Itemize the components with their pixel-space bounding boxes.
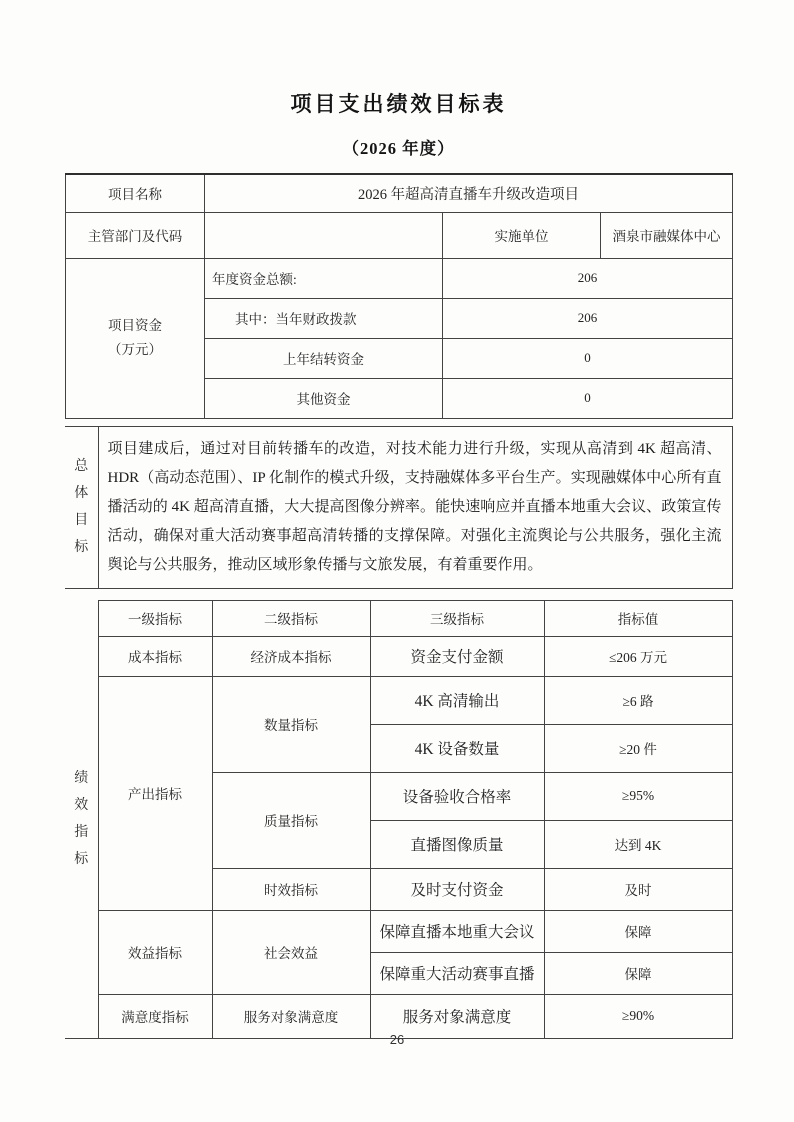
quality-level2: 质量指标 [212, 772, 370, 868]
timely-payment-level3: 及时支付资金 [370, 868, 544, 910]
meetings-guarantee-value: 保障 [544, 910, 732, 952]
indicator-row-output-1 [65, 676, 732, 724]
indicator-header-row [65, 600, 732, 636]
satisfaction-value: ≥90% [544, 994, 732, 1038]
equipment-count-value: ≥20 件 [544, 724, 732, 772]
satisfaction-level3: 服务对象满意度 [370, 994, 544, 1038]
overall-goal-side-label [65, 426, 98, 588]
indicator-side-label [65, 600, 98, 1038]
indicator-side-label-text: 绩效指标 [74, 770, 89, 867]
project-funding-label-line2: （万元） [108, 342, 162, 357]
implementing-unit-label: 实施单位 [443, 212, 601, 258]
funding-row-total [66, 258, 733, 298]
meetings-guarantee-level3: 保障直播本地重大会议 [370, 910, 544, 952]
overall-goal-table [65, 426, 733, 589]
timely-payment-value: 及时 [544, 868, 732, 910]
satisfaction-level2: 服务对象满意度 [212, 994, 370, 1038]
equipment-count-level3: 4K 设备数量 [370, 724, 544, 772]
quantity-level2: 数量指标 [212, 676, 370, 772]
overall-goal-row [65, 426, 732, 588]
department-label: 主管部门及代码 [66, 212, 205, 258]
output-level1: 产出指标 [98, 676, 212, 910]
project-info-table [65, 173, 733, 419]
indicator-row-cost [65, 636, 732, 676]
social-benefit-level2: 社会效益 [212, 910, 370, 994]
acceptance-rate-value: ≥95% [544, 772, 732, 820]
funding-carryover-label: 上年结转资金 [205, 338, 443, 378]
indicator-row-benefit-1 [65, 910, 732, 952]
header-value: 指标值 [544, 600, 732, 636]
header-level2: 二级指标 [212, 600, 370, 636]
indicator-table [65, 600, 733, 1039]
benefit-level1: 效益指标 [98, 910, 212, 994]
overall-goal-text: 项目建成后，通过对目前转播车的改造，对技术能力进行升级，实现从高清到 4K 超高清、HDR（高动态范围）、IP 化制作的模式升级，支持融媒体多平台生产。实现融媒体中心所有直播活动的 4K 超高清直播，大大提高图像分辨率。能快速响应并直播本地重大会议、政策宣传活动，确保对重大活动赛事超高清转播的支撑保障。对强化主流舆论与公共服务，强化主流舆论与公共服务，推动区域形象传播与文旅发展，有着重要作用。 [98, 426, 732, 588]
implementing-unit-value: 酒泉市融媒体中心 [601, 212, 733, 258]
image-quality-level3: 直播图像质量 [370, 820, 544, 868]
page-number: 26 [389, 1032, 405, 1047]
header-level3: 三级指标 [370, 600, 544, 636]
output-4k-channels-value: ≥6 路 [544, 676, 732, 724]
cost-level3: 资金支付金额 [370, 636, 544, 676]
page-subtitle: （2026 年度） [342, 139, 455, 158]
funding-total-value: 206 [443, 258, 733, 298]
events-guarantee-value: 保障 [544, 952, 732, 994]
timeliness-level2: 时效指标 [212, 868, 370, 910]
cost-level1: 成本指标 [98, 636, 212, 676]
document-content [65, 0, 732, 1039]
output-4k-channels-level3: 4K 高清输出 [370, 676, 544, 724]
overall-goal-side-label-text: 总体目标 [74, 459, 89, 555]
project-funding-label [66, 258, 205, 418]
cost-level2: 经济成本指标 [212, 636, 370, 676]
project-name-row [66, 174, 733, 212]
page-title: 项目支出绩效目标表 [290, 92, 507, 116]
department-code-value [205, 212, 443, 258]
department-row [66, 212, 733, 258]
satisfaction-level1: 满意度指标 [98, 994, 212, 1038]
acceptance-rate-level3: 设备验收合格率 [370, 772, 544, 820]
funding-total-label: 年度资金总额: [205, 258, 443, 298]
cost-value: ≤206 万元 [544, 636, 732, 676]
header-level1: 一级指标 [98, 600, 212, 636]
funding-fiscal-label: 其中：当年财政拨款 [205, 298, 443, 338]
funding-other-value: 0 [443, 378, 733, 418]
project-name-label: 项目名称 [66, 174, 205, 212]
project-name-value: 2026 年超高清直播车升级改造项目 [205, 174, 733, 212]
project-funding-label-line1: 项目资金 [108, 318, 162, 333]
events-guarantee-level3: 保障重大活动赛事直播 [370, 952, 544, 994]
funding-carryover-value: 0 [443, 338, 733, 378]
funding-fiscal-value: 206 [443, 298, 733, 338]
image-quality-value: 达到 4K [544, 820, 732, 868]
funding-other-label: 其他资金 [205, 378, 443, 418]
